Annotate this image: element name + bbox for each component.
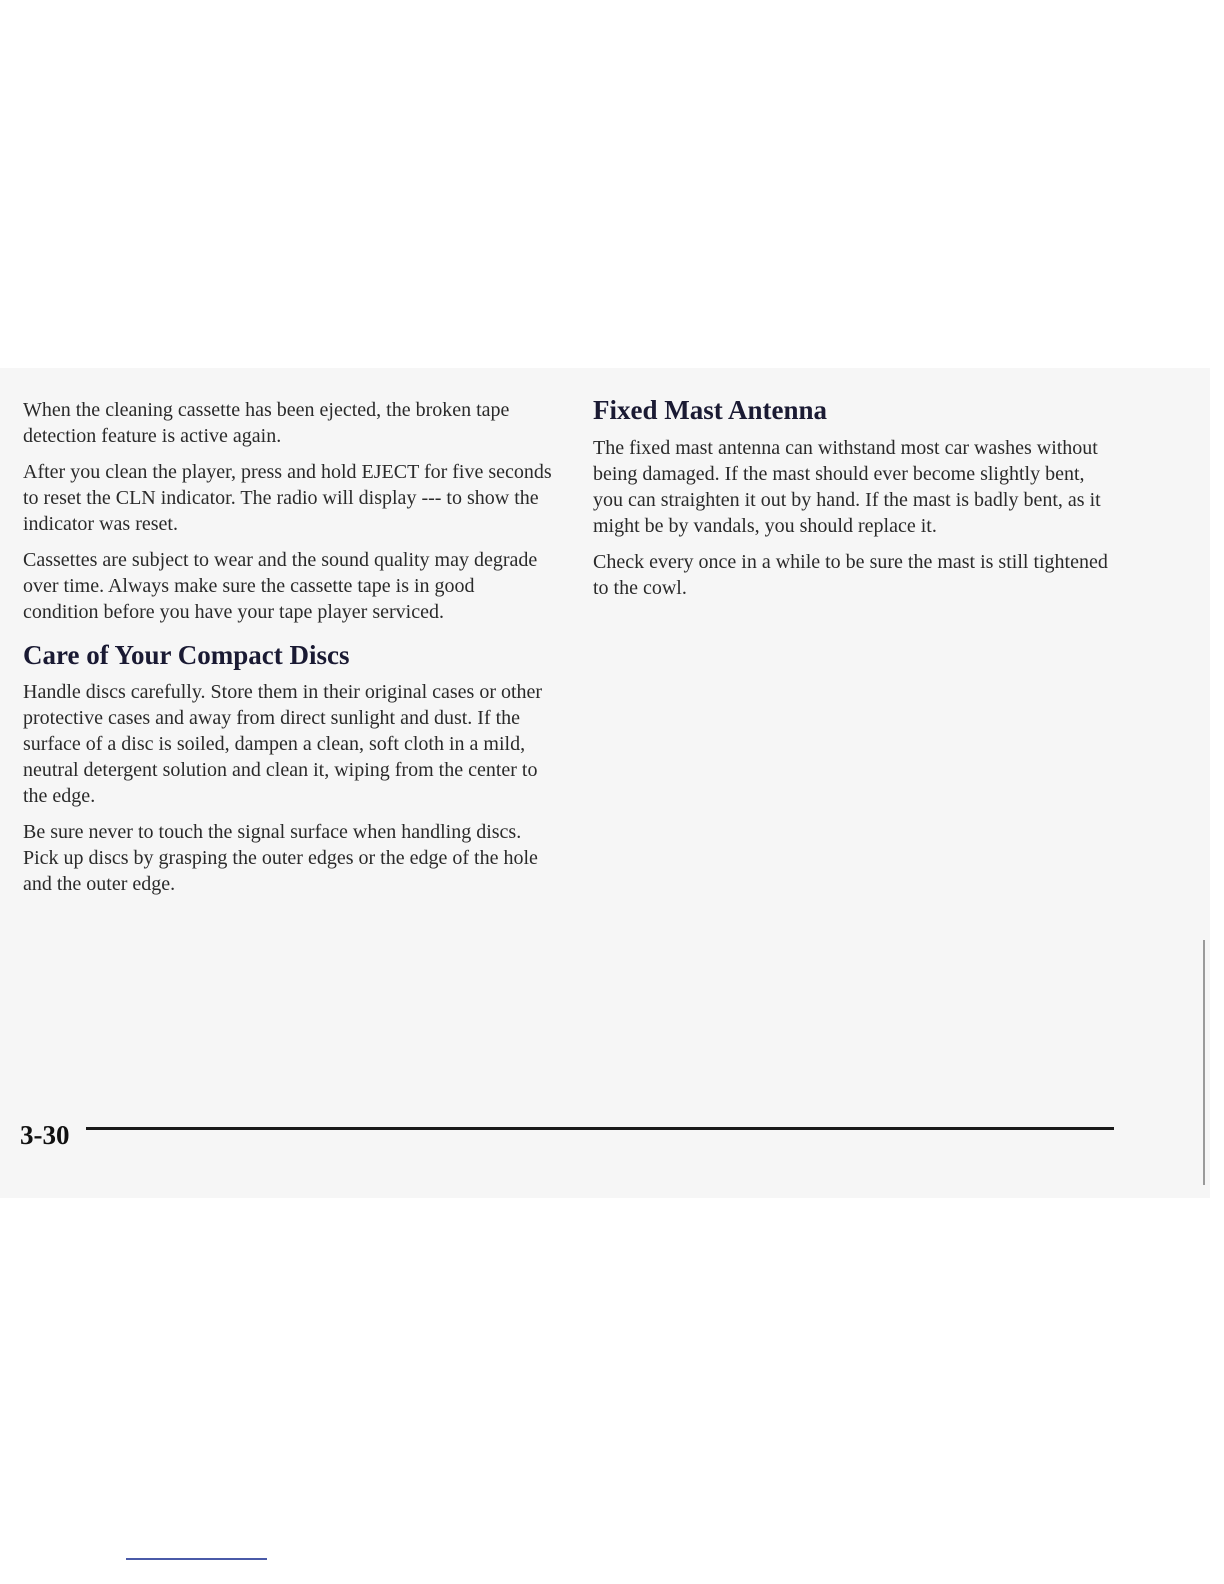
right-column (593, 397, 1118, 611)
paragraph-cleaning-cassette: When the cleaning cassette has been ejected, the broken tape detection feature is active again. (23, 399, 510, 447)
paragraph-signal-surface: Be sure never to touch the signal surface when handling discs. Pick up discs by grasping the outer edges or the edge of the hole and the outer edge. (23, 821, 538, 895)
page-edge-line (1203, 940, 1205, 1185)
paragraph-cassette-wear: Cassettes are subject to wear and the sound quality may degrade over time. Always make sure the cassette tape is in good condition before you have your tape player serviced. (23, 549, 538, 623)
paragraph-antenna-car-washes: The fixed mast antenna can withstand most car washes without being damaged. If the mast should ever become slightly bent, you can straighten it out by hand. If the mast is badly bent, as it might be by vandals, you should replace it. (593, 437, 1101, 537)
footer-rule (86, 1127, 1114, 1130)
heading-fixed-mast-antenna: Fixed Mast Antenna (593, 395, 828, 425)
paragraph-antenna-check: Check every once in a while to be sure the mast is still tightened to the cowl. (593, 551, 1108, 599)
page-footer (20, 1115, 1120, 1155)
page-number: 3-30 (20, 1120, 70, 1150)
heading-care-of-compact-discs: Care of Your Compact Discs (23, 640, 350, 670)
bottom-link-underline[interactable] (126, 1558, 267, 1560)
left-column (23, 397, 553, 907)
paragraph-handle-discs: Handle discs carefully. Store them in their original cases or other protective cases and away from direct sunlight and dust. If the surface of a disc is soiled, dampen a clean, soft cloth in a mild, neutral detergent solution and clean it, wiping from the center to the edge. (23, 681, 543, 807)
paragraph-reset-cln: After you clean the player, press and hold EJECT for five seconds to reset the CLN indicator. The radio will display --- to show the indicator was reset. (23, 461, 552, 535)
